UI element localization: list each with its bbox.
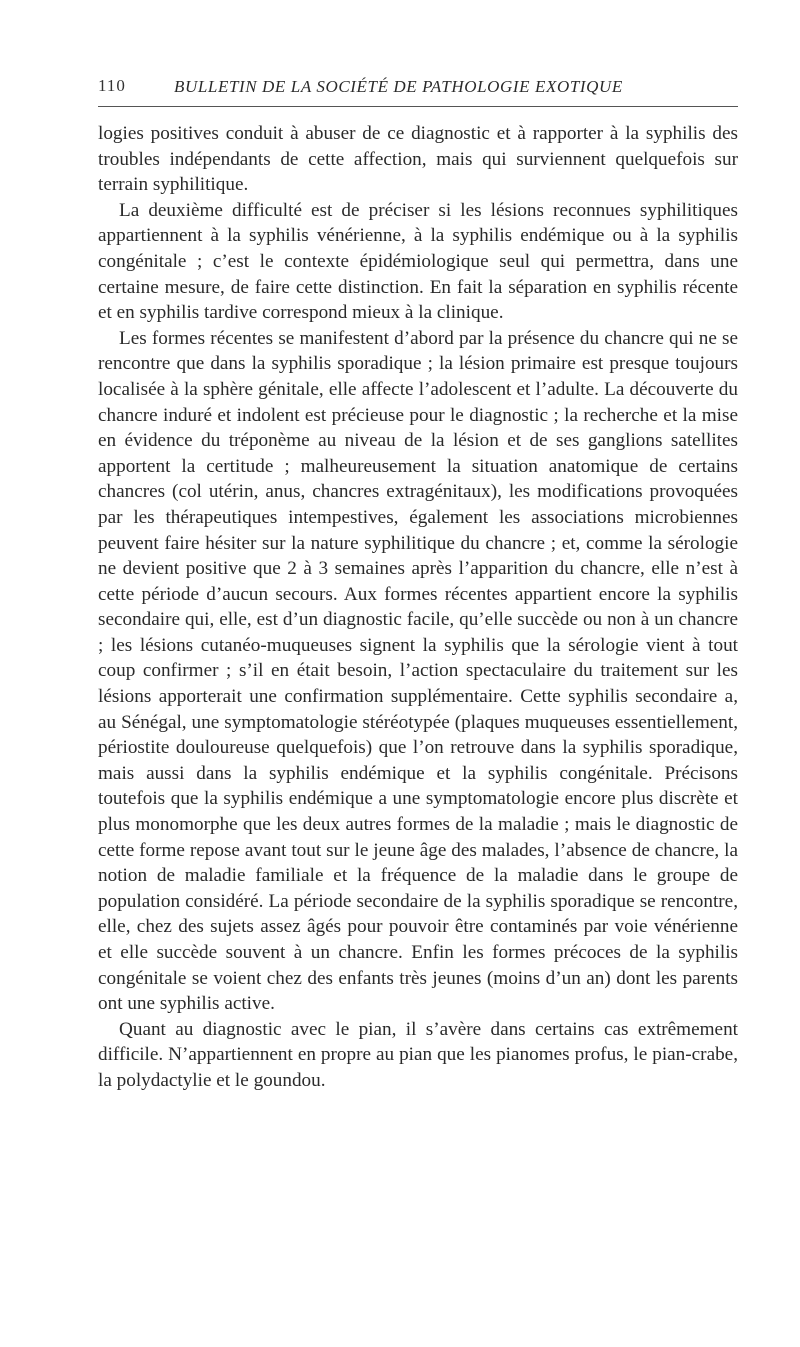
paragraph-deuxieme-difficulte: La deuxième difficulté est de préciser si les lésions reconnues syphilitiques appartiennent à la syphilis vénérienne, à la syphilis endémique ou à la syphilis congénitale ; c’est le contexte épidémiologique seul qui permettra, dans une certaine mesure, de faire cette distinction. En fait la séparation en syphilis récente et en syphilis tardive correspond mieux à la clinique.	[98, 199, 738, 324]
article-body	[98, 121, 738, 1094]
header-rule	[98, 106, 738, 107]
paragraph-formes-recentes: Les formes récentes se manifestent d’abord par la présence du chancre qui ne se rencontre que dans la syphilis sporadique ; la lésion primaire est presque toujours localisée à la sphère génitale, elle affecte l’adolescent et l’adulte. La découverte du chancre induré et indolent est précieuse pour le diagnostic ; la recherche et la mise en évidence du tréponème au niveau de la lésion et de ses ganglions satellites apportent la certitude ; malheureusement la situation anatomique de certains chancres (col utérin, anus, chancres extragénitaux), les modifications provoquées par les thérapeutiques intempestives, également les associations microbiennes peuvent faire hésiter sur la nature syphilitique du chancre ; et, comme la sérologie ne devient positive que 2 à 3 semaines après l’apparition du chancre, elle n’est à cette période d’aucun secours. Aux formes récentes appartient encore la syphilis secondaire qui, elle, est d’un diagnostic facile, qu’elle succède ou non à un chancre ; les lésions cutanéo-muqueuses signent la syphilis que la sérologie vient à tout coup confirmer ; s’il en était besoin, l’action spectaculaire du traitement sur les lésions apporterait une confirmation supplémentaire. Cette syphilis secondaire a, au Sénégal, une symptomatologie stéréotypée (plaques muqueuses essentiellement, périostite douloureuse quelquefois) que l’on retrouve dans la syphilis sporadique, mais aussi dans la syphilis endémique et la syphilis congénitale. Précisons toutefois que la syphilis endémique a une symptomatologie encore plus discrète et plus monomorphe que les deux autres formes de la maladie ; mais le diagnostic de cette forme repose avant tout sur le jeune âge des malades, l’absence de chancre, la notion de maladie familiale et la fréquence de la maladie dans le groupe de population considéré. La période secondaire de la syphilis sporadique se rencontre, elle, chez des sujets assez âgés pour pouvoir être contaminés par voie vénérienne et elle succède souvent à un chancre. Enfin les formes précoces de la syphilis congénitale se voient chez des enfants très jeunes (moins d’un an) dont les parents ont une syphilis active.	[98, 327, 738, 1015]
running-head	[98, 76, 738, 106]
journal-title: BULLETIN DE LA SOCIÉTÉ DE PATHOLOGIE EXOTIQUE	[174, 77, 623, 96]
paragraph-continued: logies positives conduit à abuser de ce diagnostic et à rapporter à la syphilis des troubles indépendants de cette affection, mais qui surviennent quelquefois sur terrain syphilitique.	[98, 123, 738, 196]
paragraph-diagnostic-pian: Quant au diagnostic avec le pian, il s’avère dans certains cas extrêmement difficile. N’appartiennent en propre au pian que les pianomes profus, le pian-crabe, la polydactylie et le goundou.	[98, 1018, 738, 1091]
page-number: 110	[98, 76, 126, 95]
